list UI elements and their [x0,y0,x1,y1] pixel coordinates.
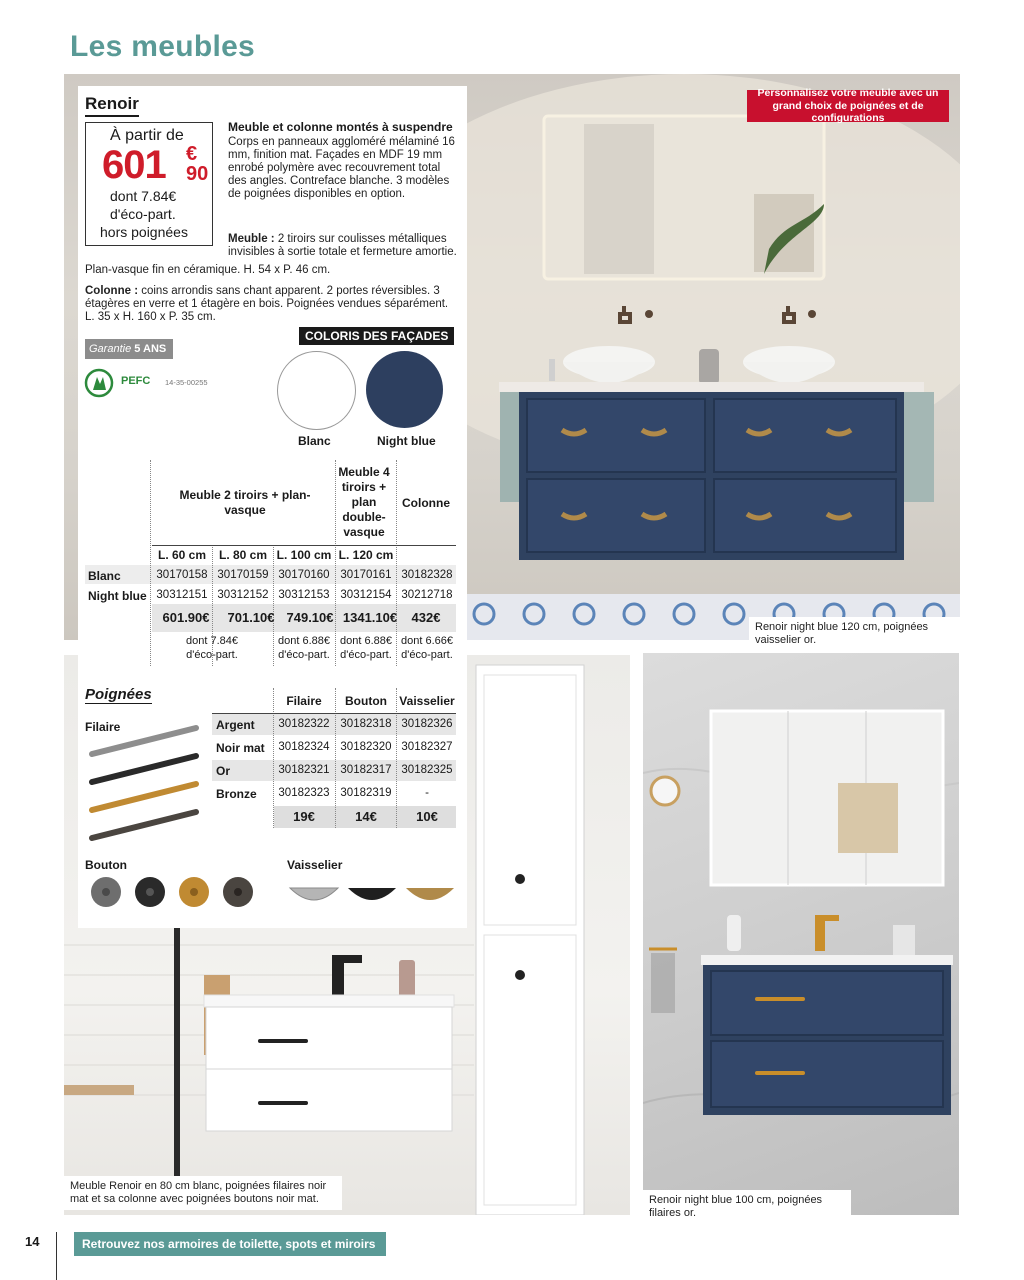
description-colonne-text: coins arrondis sans chant apparent. 2 portes réversibles. 3 étagères en verre et 1 étagère en bois. Poignées vendues séparément. L. 35 x H. 160 x P. 35 cm. [85,285,449,323]
description-colonne [85,285,460,324]
ref-cell: 30182318 [340,718,392,730]
ref-cell: 30312152 [217,589,269,601]
footer-banner: Retrouvez nos armoires de toilette, spots et miroirs p.26. [74,1232,386,1256]
ref-cell: 30182325 [401,764,453,776]
row-label-night-blue: Night blue [88,589,147,603]
swatch-blanc-label: Blanc [298,434,331,448]
pefc-logo-icon [83,368,119,398]
description-plan-vasque: Plan-vasque fin en céramique. H. 54 x P. 46 cm. [85,264,331,276]
eco-cell-line1: dont 6.88€ [278,635,330,647]
ref-cell: 30182322 [278,718,330,730]
poignees-price-cell: 10€ [416,809,438,824]
caption-main-photo: Renoir night blue 120 cm, poignées vaisselier or. [749,617,961,651]
eco-cell-line1: dont 6.88€ [340,635,392,647]
bouton-knobs-icon [88,872,260,912]
table-rule [212,713,456,714]
ref-cell: 30170160 [278,569,330,581]
right-product-photo [643,653,959,1215]
ref-cell: 30182324 [278,741,330,753]
table-rule [152,545,456,546]
swatch-night-blue-label: Night blue [377,434,436,448]
eco-cell-line1: dont 6.66€ [401,635,453,647]
swatch-night-blue [366,351,443,428]
poignees-row-label: Or [216,764,231,778]
poignees-col-header: Filaire [286,694,322,708]
ref-cell: 30182317 [340,764,392,776]
ref-cell: 30182319 [340,787,392,799]
vaisselier-cup-handles-icon [286,878,458,912]
description-body: Corps en panneaux aggloméré mélaminé 16 mm, finition mat. Façades en MDF 19 mm enrobé polymère avec recouvrement total des angles. Contreface blanche. 3 modèles de poignées disponibles en option. [228,136,455,200]
ref-cell: 30182320 [340,741,392,753]
eco-cell-line2: d'éco-part. [186,649,238,661]
eco-cell [336,634,396,662]
price-cell: 601.90€ [162,610,210,625]
price-cell: 701.10€ [227,610,275,625]
description-meuble-text: 2 tiroirs sur coulisses métalliques invisibles à sortie totale et fermeture amortie. [228,233,457,258]
table-divider [273,688,274,828]
coloris-title: COLORIS DES FAÇADES [299,327,454,345]
ref-cell: 30170161 [340,569,392,581]
table-divider [335,688,336,828]
price-cents: 90 [186,163,209,185]
row-label-blanc: Blanc [88,569,121,583]
single-vanity-illustration [643,653,959,1215]
poignees-row-label: Bronze [216,787,257,801]
table-divider [396,688,397,828]
ref-cell: 30182328 [401,569,453,581]
size-header: L. 60 cm [157,548,207,562]
ref-cell: 30182321 [278,764,330,776]
caption-right-photo: Renoir night blue 100 cm, poignées filaires or. [643,1190,851,1224]
section-title: Les meubles [70,30,256,63]
poignees-row-label: Argent [216,718,255,732]
price-from-label: À partir de [110,127,184,144]
ref-cell: - [425,787,429,799]
swatch-blanc [277,351,356,430]
eco-participation-line3: hors poignées [100,224,188,240]
eco-cell-line1: dont 7.84€ [186,635,238,647]
ref-cell: 30182326 [401,718,453,730]
price-cell: 749.10€ [286,610,334,625]
filaire-handles-icon [84,718,206,848]
product-name: Renoir [85,94,139,117]
eco-cell [152,634,272,662]
size-header: L. 120 cm [338,548,394,562]
eco-participation-line2: d'éco-part. [110,206,176,222]
ref-cell: 30212718 [401,589,453,601]
page-number: 14 [25,1234,40,1249]
guarantee-value: 5 ANS [134,343,167,355]
promo-badge: Personnalisez votre meuble avec un grand choix de poignées et de configurations [747,90,949,122]
vaisselier-label: Vaisselier [287,858,343,872]
pefc-code: 14-35-00255 [165,378,208,387]
description-colonne-label: Colonne : [85,285,139,297]
size-header: L. 100 cm [276,548,332,562]
description-meuble-label: Meuble : [228,233,275,245]
group-header-colonne: Colonne [402,496,450,510]
price-main: 601 [102,143,166,187]
ref-cell: 30170159 [217,569,269,581]
poignees-col-header: Vaisselier [399,694,455,708]
description-title: Meuble et colonne montés à suspendre [228,120,453,134]
price-cell: 432€ [411,610,441,625]
group-header-4-tiroirs: Meuble 4 tiroirs + plan double-vasque [338,465,390,539]
bouton-label: Bouton [85,858,127,872]
page-rule [56,1232,57,1280]
eco-participation-line1: dont 7.84€ [110,188,177,204]
poignees-price-cell: 19€ [293,809,315,824]
price-cell: 1341.10€ [342,610,398,625]
table-divider [150,460,151,666]
poignees-title: Poignées [85,686,152,703]
poignees-col-header: Bouton [345,694,387,708]
ref-cell: 30182323 [278,787,330,799]
eco-cell-line2: d'éco-part. [278,649,330,661]
ref-cell: 30170158 [156,569,208,581]
guarantee-badge [85,339,173,359]
eco-cell-line2: d'éco-part. [340,649,392,661]
size-header: L. 80 cm [218,548,268,562]
ref-cell: 30182327 [401,741,453,753]
ref-cell: 30312154 [340,589,392,601]
price-currency: € [186,143,198,165]
ref-cell: 30312151 [156,589,208,601]
filaire-label: Filaire [85,720,121,734]
eco-cell [274,634,334,662]
eco-cell-line2: d'éco-part. [401,649,453,661]
pefc-label: PEFC [121,375,151,387]
ref-cell: 30312153 [278,589,330,601]
poignees-price-cell: 14€ [355,809,377,824]
caption-left-photo: Meuble Renoir en 80 cm blanc, poignées filaires noir mat et sa colonne avec poignées boutons noir mat. [64,1176,342,1210]
guarantee-prefix: Garantie [89,343,132,355]
group-header-2-tiroirs: Meuble 2 tiroirs + plan-vasque [179,488,311,517]
description-meuble [228,233,458,259]
poignees-row-label: Noir mat [216,741,265,755]
eco-cell [397,634,457,662]
